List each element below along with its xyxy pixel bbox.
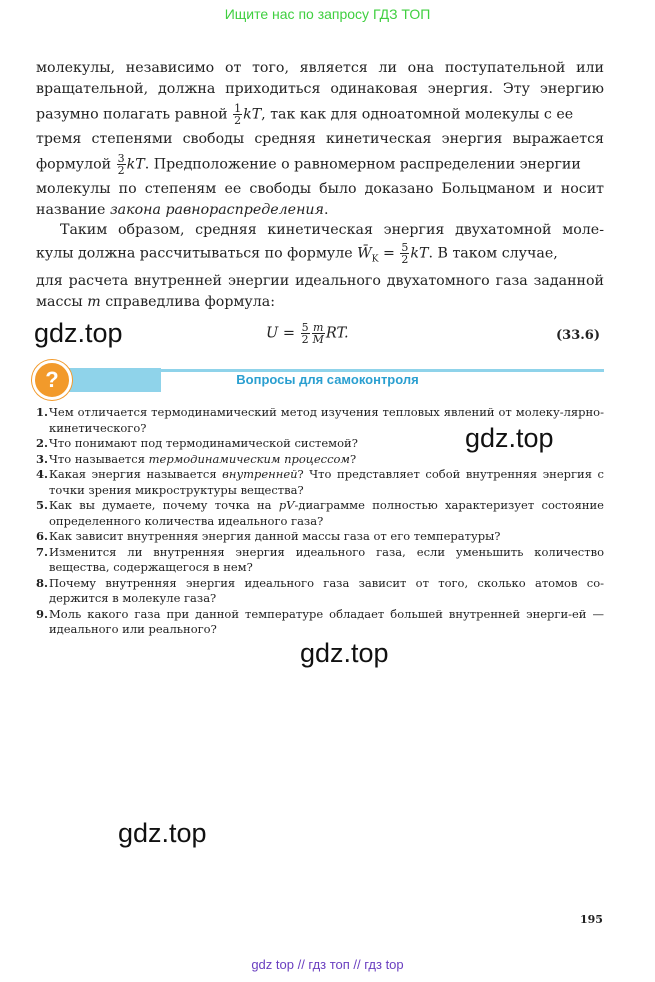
watermark-2: gdz.top (465, 423, 554, 453)
footer-links: gdz top // гдз топ // гдз top (251, 957, 404, 972)
question-item: 7. Изменится ли внутренняя энергия идеального газа, если уменьшить количество вещества, содержащегося в нем? (36, 544, 604, 574)
formula-number: (33.6) (556, 328, 600, 343)
questions-list (36, 405, 604, 638)
fraction-five-halves-formula: $\frac{5}{2}$ (301, 321, 309, 346)
body-line-1: молекулы, независимо от того, является ли она поступательной или (36, 60, 604, 76)
fraction-m-over-M: $\frac{m}{M}$ (312, 321, 324, 346)
top-banner: Ищите нас по запросу ГДЗ ТОП (224, 6, 431, 22)
body-line-10: для расчета внутренней энергии идеального двухатомного газа заданной (36, 273, 604, 289)
fraction-one-half: $\frac{1}{2}$ (234, 102, 242, 127)
watermark-3: gdz.top (300, 638, 389, 668)
body-line-6: молекулы по степеням ее свободы было доказано Больцманом и носит (36, 181, 604, 197)
body-line-4: тремя степенями свободы средняя кинетическая энергия выражается (36, 131, 604, 147)
question-item: 9. Моль какого газа при данной температуре обладает большей внутренней энерги-ей — идеального или реального? (36, 606, 604, 636)
question-mark-icon: ? (32, 360, 72, 400)
question-item: 1. Чем отличается термодинамический метод изучения тепловых явлений от молеку-лярно-кинетического? (36, 405, 604, 435)
fraction-three-halves: $\frac{3}{2}$ (117, 152, 125, 177)
watermark-1: gdz.top (34, 318, 123, 348)
question-item: 6. Как зависит внутренняя энергия данной массы газа от его температуры? (36, 529, 501, 543)
formula-33-6: U = $\frac{5}{2}$ $\frac{m}{M}$ RT. (266, 321, 349, 346)
questions-title: Вопросы для самоконтроля (236, 372, 419, 387)
body-line-7: название закона равнораспределения. (36, 202, 329, 218)
body-line-8: Таким образом, средняя кинетическая энергия двухатомной моле- (60, 222, 604, 238)
question-item: 8. Почему внутренняя энергия идеального газа зависит от того, сколько атомов со-держится в молекуле газа? (36, 575, 604, 605)
question-item: 3. Что называется термодинамическим процессом? (36, 451, 357, 466)
body-line-5: формулой $\frac{3}{2}$ kT. Предположение о равномерном распределении энергии (36, 152, 581, 177)
watermark-4: gdz.top (118, 818, 207, 848)
body-line-11: массы m справедлива формула: (36, 294, 276, 310)
question-item: 5. Как вы думаете, почему точка на pV-диаграмме полностью характеризует состояние определенного количества идеального газа? (36, 498, 604, 528)
page-number: 195 (580, 913, 603, 926)
fraction-five-halves: $\frac{5}{2}$ (401, 241, 409, 266)
question-item: 4. Какая энергия называется внутренней? Что представляет собой внутренняя энергия с точки зрения микроструктуры вещества? (36, 467, 604, 497)
question-item: 2. Что понимают под термодинамической системой? (36, 436, 358, 450)
body-line-2: вращательной, должна приходиться одинаковая энергия. Эту энергию (36, 81, 604, 97)
body-line-3: разумно полагать равной $\frac{1}{2}$ kT, так как для одноатомной молекулы с ее (36, 102, 574, 127)
body-line-9: кулы должна рассчитываться по формуле $W̄_K$ = $\frac{5}{2}$ kT. В таком случае, (36, 241, 558, 266)
